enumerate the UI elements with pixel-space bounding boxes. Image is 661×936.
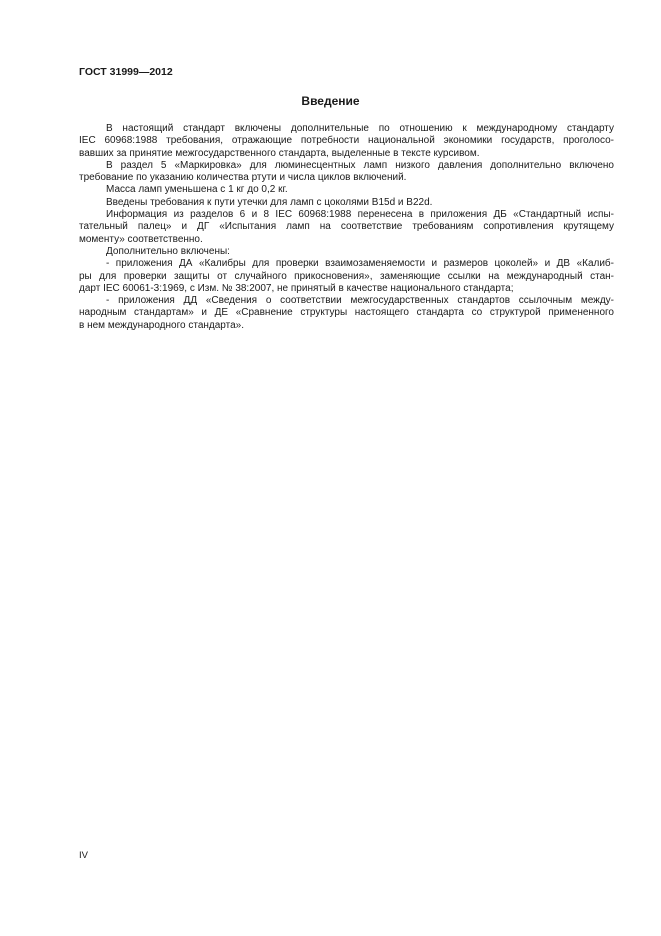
list-item-line: дарт IEC 60061-3:1969, с Изм. № 38:2007, не принятый в качестве национального стандарта; [79, 282, 514, 294]
list-item-line: ры для проверки защиты от случайного прикосновения», заменяющие ссылки на международный стан- [79, 270, 614, 282]
list-item-line: - приложения ДА «Калибры для проверки взаимозаменяемости и размеров цоколей» и ДВ «Калиб- [106, 258, 614, 270]
text-line: Дополнительно включены: [106, 245, 230, 257]
text-line: В настоящий стандарт включены дополнительные по отношению к международному стандарту [106, 123, 614, 134]
text-line: вавших за принятие межгосударственного стандарта, выделенные в тексте курсивом. [79, 147, 480, 159]
introduction-text [79, 123, 614, 332]
text-line: моменту» соответственно. [79, 233, 203, 245]
text-line: требование по указанию количества ртути и числа циклов включений. [79, 172, 407, 184]
standard-number: ГОСТ 31999—2012 [79, 66, 173, 78]
list-item-line: народным стандартам» и ДЕ «Сравнение структуры настоящего стандарта со структурой примененного [79, 307, 614, 319]
section-title: Введение [301, 94, 360, 108]
text-line: В раздел 5 «Маркировка» для люминесцентных ламп низкого давления дополнительно включено [106, 159, 614, 171]
page-number: IV [79, 850, 88, 861]
text-line: Информация из разделов 6 и 8 IEC 60968:1988 перенесена в приложения ДБ «Стандартный испы- [106, 209, 614, 221]
text-line: Масса ламп уменьшена с 1 кг до 0,2 кг. [106, 184, 288, 196]
text-line: Введены требования к пути утечки для ламп с цоколями B15d и B22d. [106, 196, 433, 208]
list-item-line: - приложения ДД «Сведения о соответствии межгосударственных стандартов ссылочным между- [106, 295, 614, 307]
list-item-line: в нем международного стандарта». [79, 319, 245, 331]
text-line: IEC 60968:1988 требования, отражающие потребности национальной экономики государств, проголосо- [79, 135, 614, 147]
text-line: тательный палец» и ДГ «Испытания ламп на соответствие требованиям сопротивления крутящему [79, 221, 614, 233]
